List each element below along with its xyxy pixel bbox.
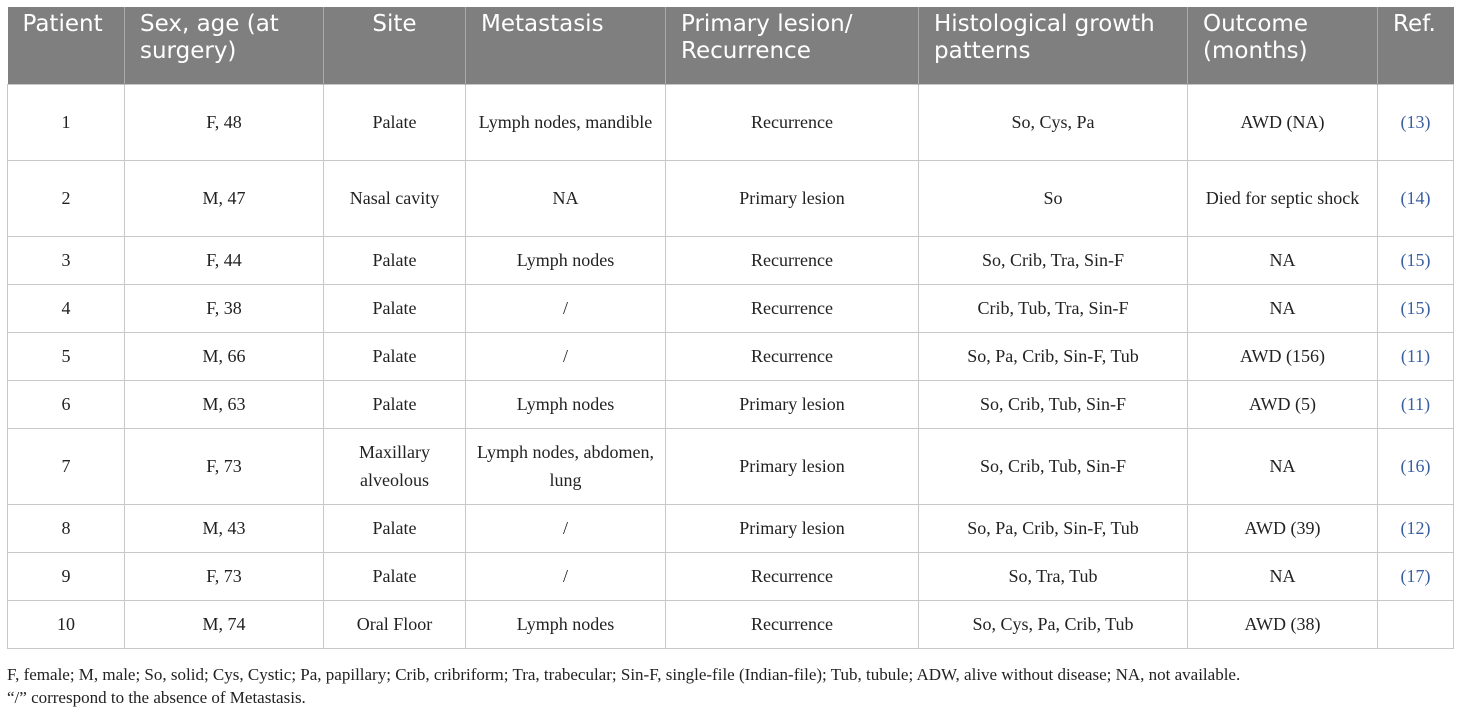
table-row <box>8 428 1454 504</box>
table-row <box>8 236 1454 284</box>
cell-outcome: NA <box>1188 284 1378 332</box>
reference-link[interactable]: (15) <box>1400 250 1431 270</box>
cell-sex-age: F, 44 <box>125 236 324 284</box>
cell-ref <box>1378 284 1454 332</box>
cell-metastasis: / <box>466 284 666 332</box>
reference-link[interactable]: (14) <box>1400 188 1431 208</box>
footnote-abbreviations: F, female; M, male; So, solid; Cys, Cystic; Pa, papillary; Crib, cribriform; Tra, trabecular; Sin-F, single-file (Indian-file); Tub, tubule; ADW, alive without disease; NA, not available. <box>7 665 1241 684</box>
cell-outcome: NA <box>1188 428 1378 504</box>
reference-link[interactable]: (11) <box>1400 346 1431 366</box>
cell-ref <box>1378 332 1454 380</box>
cell-lesion: Recurrence <box>666 284 919 332</box>
cell-sex-age: F, 73 <box>125 552 324 600</box>
cell-metastasis: / <box>466 552 666 600</box>
cell-patient: 4 <box>8 284 125 332</box>
cell-sex-age: F, 48 <box>125 84 324 160</box>
cell-patient: 1 <box>8 84 125 160</box>
cell-lesion: Recurrence <box>666 552 919 600</box>
cell-site: Palate <box>324 380 466 428</box>
reference-link[interactable]: (12) <box>1400 518 1431 538</box>
footnote-metastasis-note: “/” correspond to the absence of Metastasis. <box>7 688 306 707</box>
cell-ref <box>1378 600 1454 648</box>
table-row <box>8 380 1454 428</box>
cell-site: Maxillary alveolous <box>324 428 466 504</box>
cell-patterns: So, Crib, Tub, Sin-F <box>919 380 1188 428</box>
cell-sex-age: M, 63 <box>125 380 324 428</box>
cell-patient: 9 <box>8 552 125 600</box>
cell-outcome: AWD (156) <box>1188 332 1378 380</box>
cell-site: Nasal cavity <box>324 160 466 236</box>
cell-metastasis: Lymph nodes, abdomen, lung <box>466 428 666 504</box>
cell-site: Palate <box>324 552 466 600</box>
cell-sex-age: F, 73 <box>125 428 324 504</box>
cell-lesion: Recurrence <box>666 236 919 284</box>
cell-outcome: AWD (NA) <box>1188 84 1378 160</box>
cell-patterns: So, Crib, Tub, Sin-F <box>919 428 1188 504</box>
cell-ref <box>1378 504 1454 552</box>
table-row <box>8 552 1454 600</box>
cell-patterns: So, Crib, Tra, Sin-F <box>919 236 1188 284</box>
cell-ref <box>1378 380 1454 428</box>
cell-site: Palate <box>324 84 466 160</box>
table-row <box>8 332 1454 380</box>
cell-lesion: Primary lesion <box>666 504 919 552</box>
reference-link[interactable]: (17) <box>1400 566 1431 586</box>
cell-outcome: NA <box>1188 236 1378 284</box>
cell-outcome: AWD (38) <box>1188 600 1378 648</box>
header-primary-recurrence: Primary lesion/ Recurrence <box>666 7 919 84</box>
cell-ref <box>1378 428 1454 504</box>
cell-metastasis: Lymph nodes <box>466 380 666 428</box>
header-outcome: Outcome (months) <box>1188 7 1378 84</box>
cell-lesion: Primary lesion <box>666 428 919 504</box>
cell-sex-age: M, 74 <box>125 600 324 648</box>
cell-lesion: Recurrence <box>666 332 919 380</box>
cell-site: Palate <box>324 332 466 380</box>
table-row <box>8 160 1454 236</box>
cell-patient: 2 <box>8 160 125 236</box>
cell-lesion: Recurrence <box>666 600 919 648</box>
cell-patterns: Crib, Tub, Tra, Sin-F <box>919 284 1188 332</box>
cell-patterns: So, Pa, Crib, Sin-F, Tub <box>919 504 1188 552</box>
cell-metastasis: Lymph nodes, mandible <box>466 84 666 160</box>
cell-sex-age: F, 38 <box>125 284 324 332</box>
table-row <box>8 284 1454 332</box>
cell-lesion: Primary lesion <box>666 380 919 428</box>
cell-ref <box>1378 84 1454 160</box>
cell-patterns: So, Tra, Tub <box>919 552 1188 600</box>
cell-site: Palate <box>324 504 466 552</box>
header-histological-patterns: Histological growth patterns <box>919 7 1188 84</box>
cell-patient: 3 <box>8 236 125 284</box>
cell-patterns: So, Cys, Pa, Crib, Tub <box>919 600 1188 648</box>
cell-ref <box>1378 160 1454 236</box>
patient-table <box>7 7 1454 649</box>
cell-metastasis: / <box>466 332 666 380</box>
cell-outcome: NA <box>1188 552 1378 600</box>
table-header-row <box>8 7 1454 84</box>
table-body <box>8 84 1454 648</box>
header-site: Site <box>324 7 466 84</box>
cell-patient: 7 <box>8 428 125 504</box>
header-patient: Patient <box>8 7 125 84</box>
table-footnote <box>7 663 1453 709</box>
cell-outcome: Died for septic shock <box>1188 160 1378 236</box>
reference-link[interactable]: (16) <box>1400 456 1431 476</box>
cell-site: Palate <box>324 284 466 332</box>
cell-ref <box>1378 236 1454 284</box>
cell-outcome: AWD (39) <box>1188 504 1378 552</box>
reference-link[interactable]: (11) <box>1400 394 1431 414</box>
cell-metastasis: / <box>466 504 666 552</box>
patient-table-container <box>7 7 1453 649</box>
table-row <box>8 84 1454 160</box>
cell-patterns: So, Cys, Pa <box>919 84 1188 160</box>
header-ref: Ref. <box>1378 7 1454 84</box>
table-row <box>8 600 1454 648</box>
cell-outcome: AWD (5) <box>1188 380 1378 428</box>
cell-metastasis: Lymph nodes <box>466 600 666 648</box>
cell-patient: 10 <box>8 600 125 648</box>
table-row <box>8 504 1454 552</box>
reference-link[interactable]: (15) <box>1400 298 1431 318</box>
cell-patient: 8 <box>8 504 125 552</box>
cell-site: Palate <box>324 236 466 284</box>
reference-link[interactable]: (13) <box>1400 112 1431 132</box>
cell-lesion: Primary lesion <box>666 160 919 236</box>
cell-patient: 6 <box>8 380 125 428</box>
cell-patterns: So <box>919 160 1188 236</box>
cell-patient: 5 <box>8 332 125 380</box>
cell-sex-age: M, 43 <box>125 504 324 552</box>
cell-metastasis: NA <box>466 160 666 236</box>
cell-metastasis: Lymph nodes <box>466 236 666 284</box>
cell-ref <box>1378 552 1454 600</box>
cell-lesion: Recurrence <box>666 84 919 160</box>
header-sex-age: Sex, age (at surgery) <box>125 7 324 84</box>
cell-patterns: So, Pa, Crib, Sin-F, Tub <box>919 332 1188 380</box>
cell-sex-age: M, 66 <box>125 332 324 380</box>
header-metastasis: Metastasis <box>466 7 666 84</box>
cell-site: Oral Floor <box>324 600 466 648</box>
cell-sex-age: M, 47 <box>125 160 324 236</box>
